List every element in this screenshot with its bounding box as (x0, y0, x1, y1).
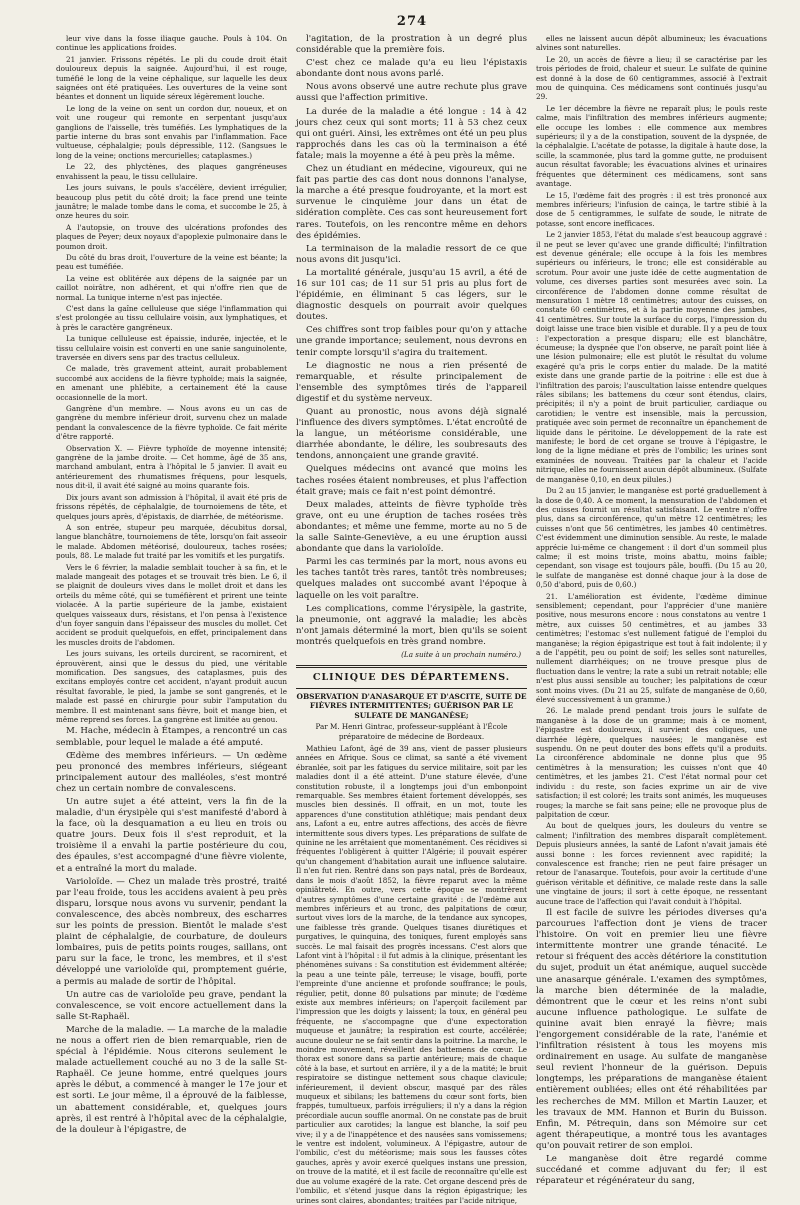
paragraph: Mathieu Lafont, âgé de 39 ans, vient de passer plusieurs années en Afrique. Sous ce climat, sa santé a été vivement ébranlée, soit par les fatigues du service militaire, soit par les maladies dont il a été atteint. D'une stature élevée, d'une constitution robuste, il a longtemps joui d'un embonpoint remarquable. Ses membres étaient fortement développés, ses muscles bien dessinés. Il offrait, en un mot, toute les apparences d'une constitution athlétique; mais pendant deux ans, Lafont a eu, entre autres affections, des accès de fièvre intermittente sous divers types. Les préparations de sulfate de quinine ne les arrêtaient que momentanément. Ces récidives si fréquentes l'obligèrent à quitter l'Algérie; il pouvait espérer qu'un changement d'habitation aurait une influence salutaire. Il n'en fut rien. Rentré dans son pays natal, près de Bordeaux, dans le mois d'août 1852, la fièvre reparut avec la même opiniâtreté. En outre, vers cette époque se montrèrent d'autres symptômes d'une certaine gravité : de l'œdème aux membres inférieurs et au tronc, des palpitations de cœur, surtout vives lors de la marche, de la tendance aux syncopes, une faiblesse très grande. Quelques tisanes diurétiques et purgatives, le quinquina, des toniques, furent employés sans succès. Le mal faisait des progrès incessans. C'est alors que Lafont vint à l'hôpital : il fut admis à la clinique, présentant les phénomènes suivans : Sa constitution est évidemment altérée; la peau a une teinte pâle, terreuse; le visage, bouffi, porte l'empreinte d'une ancienne et profonde souffrance; le pouls, régulier, petit, donne 80 pulsations par minute; de l'œdème existe aux membres inférieurs; on l'aperçoit facilement par l'impression que les doigts y laissent; la toux, en général peu fréquente, ne s'accompagne que d'une expectoration muqueuse et jaunâtre; la respiration est courte, accélérée; aucune douleur ne se fait sentir dans la poitrine. La marche, le moindre mouvement, réveillent des battemens de cœur. Le thorax est sonore dans sa partie antérieure; mais de chaque côté à la base, et surtout en arrière, il y a de la matité; le bruit respiratoire se distingue nettement sous chaque clavicule; inférieurement, il devient obscur, masqué par des râles muqueux et sibilans; les battemens du cœur sont forts, bien frappés, tumultueux, parfois irréguliers; il n'y a dans la région précordiale aucun souffle anormal. On ne constate pas de bruit particulier aux carotides; la langue est blanche, la soif peu vive; il y a de l'inappétence et des nausées sans vomissemens; le ventre est indolent, volumineux. A l'épigastre, autour de l'ombilic, c'est du météorisme; mais sous les fausses côtes gauches, après y avoir exercé quelques instans une pression, on trouve de la matité, et il est facile de reconnaître qu'elle est due au volume exagéré de la rate. Cet organe descend près de l'ombilic, et s'étend jusque dans la région épigastrique; les urines sont claires, abondantes; traitées par l'acide nitrique, (296, 744, 527, 1205)
paragraph: Le 15, l'œdème fait des progrès : il est très prononcé aux membres inférieurs; l'infusion de cainça, le tartre stibié à la dose de 5 centigrammes, le sulfate de soude, le nitrate de potasse, sont encore inefficaces. (536, 190, 767, 228)
paragraph: 21 janvier. Frissons répétés. Le pli du coude droit était douloureux depuis la saignée. Aujourd'hui, il est rouge, tuméfié le long de la veine céphalique, sur laquelle les deux saignées ont été pratiquées. Les ouvertures de la veine sont béantes et donnent un liquide séreux légèrement louche. (56, 54, 287, 102)
paragraph: Parmi les cas terminés par la mort, nous avons eu les taches tantôt très rares, tantôt très nombreuses; quelques malades ont succombé avant l'époque à laquelle on les voit paraître. (296, 557, 527, 601)
paragraph: 26. Le malade prend pendant trois jours le sulfate de manganèse à la dose de un gramme; mais à ce moment, l'épigastre est douloureux, il survient des coliques, une diarrhée légère, quelques nausées; le manganèse est suspendu. On ne peut douter des bons effets qu'il a produits. La circonférence abdominale ne donne plus que 95 centimètres à la mensuration; les cuisses n'ont que 40 centimètres, et les jambes 21. C'est l'état normal pour cet individu : du reste, son facies exprime un air de vive satisfaction; il est coloré; les traits sont animés, les muqueuses rouges; la marche se fait sans peine; elle ne provoque plus de palpitation de cœur. (536, 706, 767, 819)
paragraph: Chez un étudiant en médecine, vigoureux, qui ne fait pas partie des cas dont nous donnons l'analyse, la marche a été presque foudroyante, et la mort est survenue le cinquième jour dans un état de sidération complète. Ces cas sont heureusement fort rares. Toutefois, on les rencontre même en dehors des épidémies. (296, 164, 527, 241)
column-3-large-text (536, 908, 767, 1187)
paragraph: Dix jours avant son admission à l'hôpital, il avait été pris de frissons répétés, de céphalalgie, de tournoiemens de tête, et quelques jours après, d'épistaxis, de diarrhée, de météorisme. (56, 492, 287, 521)
paragraph: Gangrène d'un membre. — Nous avons eu un cas de gangrène du membre inférieur droit, survenu chez un malade pendant la convalescence de la fièvre typhoïde. Ce fait mérite d'être rapporté. (56, 404, 287, 442)
text-columns (56, 34, 768, 1205)
paragraph: Ces chiffres sont trop faibles pour qu'on y attache une grande importance; seulement, nous devrons en tenir compte lorsqu'il s'agira du traitement. (296, 325, 527, 358)
observation-title: OBSERVATION D'ANASARQUE ET D'ASCITE, SUITE DE FIÈVRES INTERMITTENTES; GUÉRISON PAR LE SULFATE DE MANGANÈSE; (296, 691, 527, 720)
paragraph: Varioloïde. — Chez un malade très prostré, traité par l'eau froide, tous les accidens avaient à peu près disparu, lorsque nous avons vu survenir, pendant la convalescence, des abcès nombreux, des escharres sur les points de pression. Bientôt le malade s'est plaint de céphalalgie, de courbature, de douleurs lombaires, puis de petits points rouges, saillans, ont paru sur la face, le tronc, les membres, et il s'est développé une varioloïde qui, promptement guérie, a permis au malade de sortir de l'hôpital. (56, 876, 287, 987)
paragraph: La tunique celluleuse est épaissie, indurée, injectée, et le tissu cellulaire voisin est converti en une sanie sanguinolente, traversée en divers sens par des tractus celluleux. (56, 334, 287, 362)
column-1-small-text (56, 34, 287, 724)
paragraph: Nous avons observé une autre rechute plus grave aussi que l'affection primitive. (296, 82, 527, 104)
column-2 (296, 34, 527, 1205)
column-2-small-text (296, 744, 527, 1205)
paragraph: Un autre cas de varioloïde peu grave, pendant la convalescence, se voit encore actuellement dans la salle St-Raphaël. (56, 989, 287, 1022)
paragraph: Ce malade, très gravement atteint, aurait probablement succombé aux accidens de la fièvre typhoïde; mais la saignée, en amenant une phlébite, a certainement été la cause occasionnelle de la mort. (56, 364, 287, 402)
paragraph: Du 2 au 15 janvier, le manganèse est porté graduellement à la dose de 0,40. A ce moment, la mensuration de l'abdomen et des cuisses fournit un résultat satisfaisant. Le ventre n'offre plus, dans sa circonférence, qu'un mètre 12 centimètres; les cuisses n'ont que 56 centimètres, les jambes 40 centimètres. C'est évidemment une diminution sensible. Au reste, le malade apprécie lui-même ce changement : il dort d'un sommeil plus calme; il est moins triste, moins abattu, moins faible; cependant, son visage est toujours pâle, bouffi. (Du 15 au 20, le sulfate de manganèse est donné chaque jour à la dose de 0,50 d'abord, puis de 0,60.) (536, 486, 767, 590)
column-1 (56, 34, 287, 1135)
paragraph: Du côté du bras droit, l'ouverture de la veine est béante; la peau est tuméfiée. (56, 252, 287, 272)
paragraph: Observation X. — Fièvre typhoïde de moyenne intensité; gangrène de la jambe droite. — Cet homme, âgé de 35 ans, marchand ambulant, entra à l'hôpital le 5 janvier. Il avait eu antérieurement des rhumatismes fréquens, pour lesquels, nous dit-il, il avait été saigné au moins quarante fois. (56, 443, 287, 491)
column-1-large-text (56, 726, 287, 1135)
continued-note: (La suite à un prochain numéro.) (401, 649, 521, 659)
title-divider (296, 688, 527, 689)
paragraph: Les complications, comme l'érysipèle, la gastrite, la pneumonie, ont aggravé la maladie; les abcès n'ont jamais déterminé la mort, bien qu'ils se soient montrés quelquefois en très grand nombre. (296, 603, 527, 647)
paragraph: Œdème des membres inférieurs. — Un œdème peu prononcé des membres inférieurs, siégeant principalement autour des malléoles, s'est montré chez un certain nombre de convalescens. (56, 750, 287, 794)
paragraph: M. Hache, médecin à Étampes, a rencontré un cas semblable, pour lequel le malade a été amputé. (56, 726, 287, 748)
paragraph: l'agitation, de la prostration à un degré plus considérable que la première fois. (296, 34, 527, 56)
paragraph: Deux malades, atteints de fièvre typhoïde très grave, ont eu une éruption de taches rosées très abondantes; et même une femme, morte au no 5 de la salle Sainte-Geneviève, a eu une éruption aussi abondante que dans la varioloïde. (296, 499, 527, 555)
paragraph: Quant au pronostic, nous avons déjà signalé l'influence des divers symptômes. L'état encroûté de la langue, un météorisme considérable, une diarrhée abondante, le délire, les soubresauts des tendons, annonçaient une grande gravité. (296, 407, 527, 462)
paragraph: Marche de la maladie. — La marche de la maladie ne nous a offert rien de bien remarquable, rien de spécial à l'épidémie. Nous citerons seulement le malade actuellement couché au no 3 de la salle St-Raphaël. Ce jeune homme, entré quelques jours après le début, a commencé à manger le 17e jour et est sorti. Le jour même, il a éprouvé de la faiblesse, un abattement considérable, et, quelques jours après, il est rentré à l'hôpital avec de la céphalalgie, de la douleur à l'épigastre, de (56, 1024, 287, 1135)
paragraph: Vers le 6 février, la maladie semblait toucher à sa fin, et le malade mangeait des potages et se trouvait très bien. Le 6, il se plaignit de douleurs vives dans le mollet droit et dans les orteils du même côté, qui se tuméfièrent et prirent une teinte violacée. A la partie supérieure de la jambe, existaient quelques vaisseaux durs, résistans, et l'on pensa à l'existence d'un foyer sanguin dans l'épaisseur des muscles du mollet. Cet accident se produit quelquefois, en effet, principalement dans les muscles droits de l'abdomen. (56, 562, 287, 647)
section-divider (296, 665, 527, 668)
paragraph: Quelques médecins ont avancé que moins les taches rosées étaient nombreuses, et plus l'affection était grave; mais ce fait n'est point démontré. (296, 464, 527, 497)
paragraph: C'est dans la gaîne celluleuse que siége l'inflammation qui s'est prolongée au tissu cellulaire voisin, aux lymphatiques, et à près le caractère gangréneux. (56, 303, 287, 332)
paragraph: 21. L'amélioration est évidente, l'œdème diminue sensiblement; cependant, pour l'apprécier d'une manière positive, nous mesurons encore : nous constatons au ventre 1 mètre, aux cuisses 50 centimètres, et au jambes 33 centimètres; l'estomac s'est nullement fatigué de l'emploi du manganèse; la région épigastrique est tout à fait indolente; il y a de l'appétit, peu ou point de soif; les selles sont naturelles, nullement diarrhéiques; on ne trouve presque plus de fluctuation dans le ventre; la rate a subi un retrait notable; elle n'est plus aussi sensible au toucher; les palpitations de cœur sont moins vives. (Du 21 au 25, sulfate de manganèse de 0,60, élevé successivement à un gramme.) (536, 591, 767, 705)
section-title: CLINIQUE DES DÉPARTEMENS. (312, 671, 511, 683)
paragraph: A son entrée, stupeur peu marquée, décubitus dorsal, langue blanchâtre, tournoiemens de tête, lorsqu'on fait asseoir le malade. Abdomen météorisé, douloureux, taches rosées; pouls, 88. Le malade fut traité par les vomitifs et les purgatifs. (56, 522, 287, 561)
paragraph: La terminaison de la maladie ressort de ce que nous avons dit jusqu'ici. (296, 243, 527, 265)
paragraph: leur vive dans la fosse iliaque gauche. Pouls à 104. On continue les applications froides. (56, 34, 287, 53)
paragraph: Le 2 janvier 1853, l'état du malade s'est beaucoup aggravé : il ne peut se lever qu'avec une grande difficulté; l'infiltration est devenue générale; elle occupe à la fois les membres supérieurs ou inférieurs, le tronc; elle est considérable au scrotum. Pour avoir une juste idée de cette augmentation de volume, ces diverses parties sont mesurées avec soin. La circonférence de l'abdomen donne comme résultat de mensuration 1 mètre 18 centimètres; autour des cuisses, on constate 60 centimètres, et à la partie moyenne des jambes, 41 centimètres. Sur toute la surface du corps, l'impression du doigt laisse une trace bien visible et durable. Il y a peu de toux : l'expectoration a presque disparu; elle est blanchâtre, écumeuse; la dyspnée que l'on observe, ne paraît point liée à une lésion pulmonaire; elle est plutôt le résultat du volume exagéré qu'a pris le corps entier du malade. De la matité existe dans une grande partie de la poitrine : elle est due à l'infiltration des parois; l'auscultation laisse entendre quelques râles sibilans; les battemens du cœur sont étendus, clairs, précipités; il n'y a point de bruit particulier, cardiaque ou carotidien; le ventre est insensible, mais la percussion, pratiquée avec soin permet de reconnaître un épanchement de liquide dans le péritoine. Le développement de la rate est manifeste; le bord de cet organe se trouve à l'épigastre, le long de la ligne médiane et près de l'ombilic; les urines sont examinées de nouveau. Traitées par la chaleur et l'acide nitrique, elles ne fournissent aucun dépôt albumineux. (Sulfate de manganèse 0,10, en deux pilules.) (536, 230, 767, 484)
paragraph: Les jours suivans, les orteils durcirent, se racornirent, et éprouvèrent, ainsi que le dessus du pied, une véritable momification. Des sangsues, des cataplasmes, puis des excitans employés contre cet accident, n'ayant produit aucun résultat favorable, le pied, la jambe se sont gangrenés, et le malade est passé en chirurgie pour subir l'amputation du membre. Il est maintenant sans fièvre, boit et mange bien, et même reprend ses forces. La gangrène est limitée au genou. (56, 649, 287, 725)
author-line: Par M. Henri Gintrac, professeur-suppléant à l'École préparatoire de médecine de Bordeaux. (315, 722, 508, 741)
paragraph: Le diagnostic ne nous a rien présenté de remarquable, et résulte principalement de l'ensemble des symptômes tirés de l'appareil digestif et du système nerveux. (296, 360, 527, 404)
paragraph: La veine est oblitérée aux dépens de la saignée par un caillot noirâtre, non adhérent, et qui n'offre rien que de normal. La tunique interne n'est pas injectée. (56, 273, 287, 302)
column-3-small-text (536, 34, 767, 906)
page-number: 274 (396, 14, 428, 29)
paragraph: La durée de la maladie a été longue : 14 à 42 jours chez ceux qui sont morts; 11 à 53 chez ceux qui ont guéri. Ainsi, les extrêmes ont été un peu plus rapprochés dans les cas où la terminaison a été fatale; mais la moyenne a été à peu près la même. (296, 106, 527, 161)
paragraph: Le long de la veine on sent un cordon dur, noueux, et on voit une rougeur qui remonte en serpentant jusqu'aux ganglions de l'aisselle, très tuméfiés. Les lymphatiques de la partie interne du bras sont envahis par l'inflammation. Face vultueuse, céphalalgie; pouls dépressible, 112. (Sangsues le long de la veine; onctions mercurielles; cataplasmes.) (56, 103, 287, 160)
column-2-large-text (296, 34, 527, 648)
paragraph: A l'autopsie, on trouve des ulcérations profondes des plaques de Peyer; deux noyaux d'apoplexie pulmonaire dans le poumon droit. (56, 222, 287, 251)
paragraph: Le 22, des phlyctènes, des plaques gangréneuses envahissent la peau, le tissu cellulaire. (56, 162, 287, 181)
paragraph: Le 20, un accès de fièvre a lieu; il se caractérise par les trois périodes de froid, chaleur et sueur. Le sulfate de quinine est donné à la dose de 60 centigrammes, associé à l'extrait mou de quinquina. Ces médicamens sont continués jusqu'au 29. (536, 54, 767, 102)
paragraph: Un autre sujet a été atteint, vers la fin de la maladie, d'un érysipèle qui s'est manifesté d'abord à la face, où la desquamation a eu lieu en trois ou quatre jours. Deux fois il s'est reproduit, et la troisième il a envahi la partie postérieure du cou, des épaules, s'est accompagné d'une fièvre violente, et a entraîné la mort du malade. (56, 797, 287, 874)
paragraph: Au bout de quelques jours, les douleurs du ventre se calment; l'infiltration des membres disparaît complètement. Depuis plusieurs années, la santé de Lafont n'avait jamais été aussi bonne : les forces reviennent avec rapidité; la convalescence est franche; rien ne peut faire présager un retour de l'anasarque. Toutefois, pour avoir la certitude d'une guérison véritable et définitive, ce malade reste dans la salle une vingtaine de jours; il sort à cette époque, ne ressentant aucune trace de l'affection qui l'avait conduit à l'hôpital. (536, 821, 767, 906)
paragraph: Il est facile de suivre les périodes diverses qu'a parcourues l'affection dont je viens de tracer l'histoire. On voit en premier lieu une fièvre intermittente montrer une grande ténacité. Le retour si fréquent des accès détériore la constitution du sujet, produit un état anémique, auquel succède une anasarque générale. L'examen des symptômes, la marche bien déterminée de la maladie, démontrent que le cœur et les reins n'ont subi aucune influence pathologique. Le sulfate de quinine avait bien enrayé la fièvre; mais l'engorgement considérable de la rate, l'anémie et l'infiltration résistent à tous les moyens mis ordinairement en usage. Au sulfate de manganèse seul revient l'honneur de la guérison. Depuis longtemps, les préparations de manganèse étaient entièrement oubliées; elles ont été réhabilitées par les recherches de MM. Millon et Martin Lauzer, et les travaux de MM. Hannon et Burin du Buisson. Enfin, M. Pétrequin, dans son Mémoire sur cet agent thérapeutique, a montré tous les avantages qu'on pouvait retirer de son emploi. (536, 907, 767, 1151)
paragraph: Les jours suivans, le pouls s'accélère, devient irrégulier, beaucoup plus petit du côté droit; la face prend une teinte jaunâtre; le malade tombe dans le coma, et succombe le 25, à onze heures du soir. (56, 183, 287, 221)
paragraph: C'est chez ce malade qu'a eu lieu l'épistaxis abondante dont nous avons parlé. (296, 58, 527, 80)
column-3 (536, 34, 767, 1187)
paragraph: Le 1er décembre la fièvre ne reparaît plus; le pouls reste calme, mais l'infiltration des membres inférieurs augmente; elle occupe les lombes : elle commence aux membres supérieurs; il y a de la constipation, souvent de la dyspnée, de la céphalalgie. L'acétate de potasse, la digitale à haute dose, la scille, la scammonée, plus tard la gomme gutte, ne produisent aucun résultat favorable; les évacuations alvines et urinaires fréquentes que déterminent ces médicamens, sont sans avantage. (536, 103, 767, 189)
paragraph: Le manganèse doit être regardé comme succédané et comme adjuvant du fer; il est réparateur et régénérateur du sang, (536, 1154, 767, 1187)
paragraph: elles ne laissent aucun dépôt albumineux; les évacuations alvines sont naturelles. (536, 34, 767, 53)
paragraph: La mortalité générale, jusqu'au 15 avril, a été de 16 sur 101 cas; de 11 sur 51 pris au plus fort de l'épidémie, en éliminant 5 cas légers, sur le diagnostic desquels on pourrait avoir quelques doutes. (296, 267, 527, 323)
